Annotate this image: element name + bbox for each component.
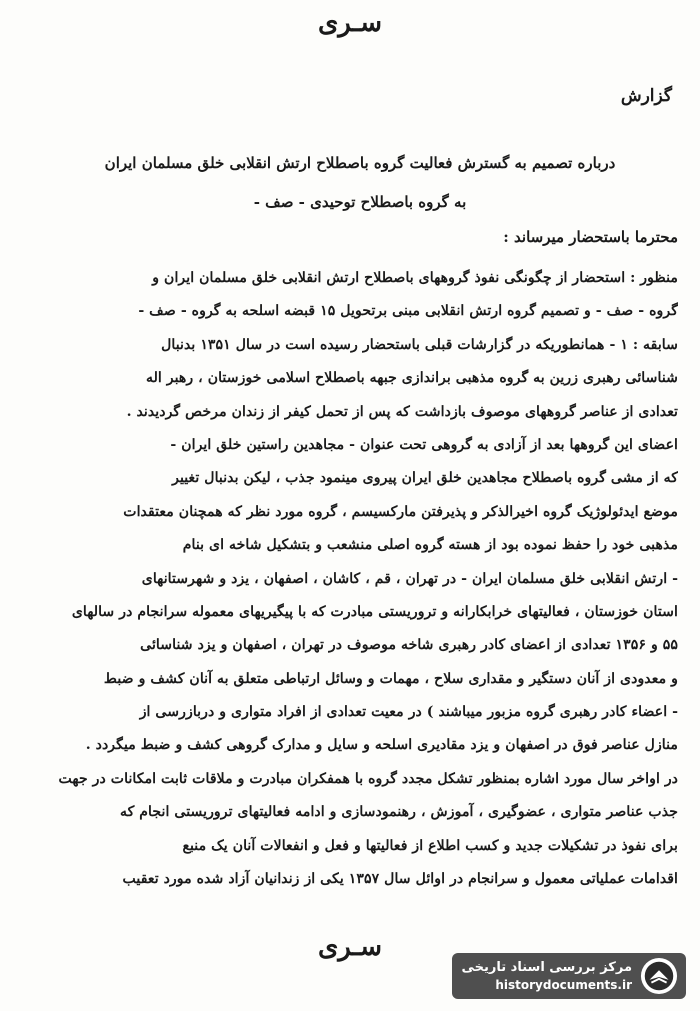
- body-text-line: - ارتش انقلابی خلق مسلمان ایران - در تهران ، قم ، کاشان ، اصفهان ، یزد و شهرستانهای: [141, 570, 678, 587]
- body-text-line: برای نفوذ در تشکیلات جدید و کسب اطلاع از فعالیتها و فعل و انفعالات آنان یک منبع: [182, 837, 678, 854]
- body-text-line: ۵۵ و ۱۳۵۶ تعدادی از اعضای کادر رهبری شاخه موصوف در تهران ، اصفهان و یزد شناسائی: [140, 637, 678, 654]
- body-text-line: شناسائی رهبری زرین به گروه مذهبی براندازی جبهه باصطلاح اسلامی خوزستان ، رهبر اله: [145, 370, 678, 387]
- body-text-line: مذهبی خود را حفظ نموده بود از هسته گروه اصلی منشعب و بتشکیل شاخه ای بنام: [182, 537, 678, 554]
- body-text-line: سابقه : ۱ - همانطوریکه در گزارشات قبلی باستحضار رسیده است در سال ۱۳۵۱ بدنبال: [161, 336, 678, 353]
- body-text-line: جذب عناصر متواری ، عضوگیری ، آموزش ، رهنمودسازی و ادامه فعالیتهای تروریستی انجام که: [119, 804, 678, 821]
- subject-line: درباره تصمیم به گسترش فعالیت گروه باصطلاح ارتش انقلابی خلق مسلمان ایران: [104, 154, 616, 172]
- subject-line: به گروه باصطلاح توحیدی - صف -: [253, 193, 467, 211]
- body-text-line: منظور : استحضار از چگونگی نفوذ گروههای باصطلاح ارتش انقلابی خلق مسلمان ایران و: [152, 270, 678, 286]
- classification-footer: سـری: [317, 932, 383, 962]
- body-text-line: موضع ایدئولوژیک گروه اخیرالذکر و پذیرفتن مارکسیسم ، گروه مورد نظر که همچنان معتقدات: [123, 503, 678, 520]
- body-text-line: منازل عناصر فوق در اصفهان و یزد مقادیری اسلحه و سایل و مدارک گروهی کشف و ضبط میگردد .: [85, 737, 678, 754]
- watermark-badge: [452, 953, 687, 999]
- classification-header: سـری: [317, 8, 383, 38]
- salutation: گزارش: [620, 86, 672, 106]
- watermark-title: مرکز بررسی اسناد تاریخی: [461, 960, 632, 975]
- body-text-line: استان خوزستان ، فعالیتهای خرابکارانه و تروریستی مبادرت که با پیگیریهای معموله سرانجام در سالهای: [71, 603, 678, 620]
- body-text-line: اعضای این گروهها بعد از آزادی به گروهی تحت عنوان - مجاهدین راستین خلق ایران -: [170, 436, 678, 453]
- body-text-line: اقدامات عملیاتی معمول و سرانجام در اوائل سال ۱۳۵۷ یکی از زندانیان آزاد شده مورد تعقیب: [122, 871, 678, 888]
- body-text-line: که از مشی گروه باصطلاح مجاهدین خلق ایران پیروی مینمود جذب ، لیکن بدنبال تغییر: [172, 470, 678, 487]
- body-text-line: - اعضاء کادر رهبری گروه مزبور میباشند ) در معیت تعدادی از افراد متواری و دربازرسی از: [139, 704, 678, 721]
- body-text-line: و معدودی از آنان دستگیر و مقداری سلاح ، مهمات و وسائل ارتباطی متعلق به آنان کشف و ضبط: [103, 670, 678, 687]
- document-body: [28, 262, 678, 896]
- book-emblem-icon: [640, 957, 678, 995]
- body-text-line: تعدادی از عناصر گروههای موصوف بازداشت که پس از تحمل کیفر از زندان مرخص گردیدند .: [126, 403, 678, 420]
- body-text-line: در اواخر سال مورد اشاره بمنظور تشکل مجدد گروه با همفکران مبادرت و ملاقات ثابت امکانات در جهت: [58, 770, 678, 787]
- watermark-text: [462, 959, 633, 993]
- watermark-url: historydocuments.ir: [495, 978, 632, 992]
- body-text-line: گروه - صف - و تصمیم گروه ارتش انقلابی مبنی برتحویل ۱۵ قبضه اسلحه به گروه - صف -: [138, 303, 678, 320]
- intro-line: محترما باستحضار میرساند :: [503, 228, 678, 246]
